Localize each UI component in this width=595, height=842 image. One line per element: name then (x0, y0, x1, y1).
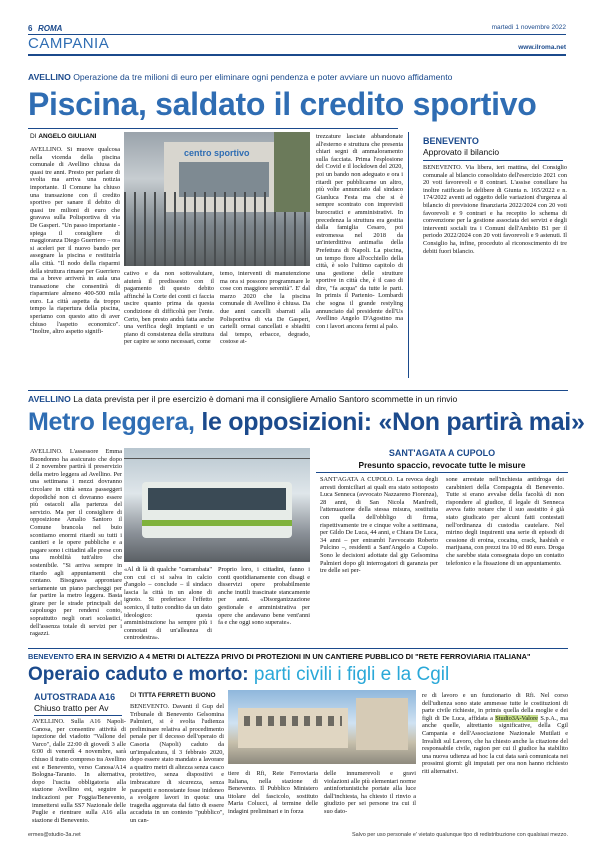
article2-col3: Proprio loro, i cittadini, fanno i conti quotidianamente con disagi e disservizi opere probabilmente anche inutili trascinate stancamente per anni. «Disorganizzazione gestionale e amministrativa per opere che andavano bene vent'anni fa e che oggi sono superate». (218, 566, 312, 627)
benevento-place: BENEVENTO (423, 136, 479, 146)
benevento-box (408, 132, 569, 378)
benevento-title: Approvato il bilancio (423, 147, 500, 157)
autostrada-rule (34, 715, 122, 716)
kicker-place: AVELLINO (28, 394, 71, 404)
autostrada-subtitle: Chiuso tratto per Av (34, 703, 109, 713)
article2-kicker (28, 394, 568, 404)
autostrada-text: AVELLINO. Sulla A16 Napoli-Canosa, per consentire attività di ispezione del viadotto "Vallone del Varco", dalle 22:00 di giovedì 3 alle 6:00 di venerdì 4 novembre, sarà chiuso il tratto compreso tra Avellino est e Benevento, verso Canosa/A14 Bologna-Taranto. In alternativa, dopo l'uscita obbligatoria alla stazione Avellino est, seguire le indicazioni per Foggia/Benevento, immettersi sulla SS7 Nazionale delle Puglie e rientrare sulla A16 alla stazione di Benevento. (32, 718, 128, 824)
santagata-place: SANT'AGATA A CUPOLO (388, 448, 496, 458)
station-building-right (356, 698, 408, 750)
overhead-wires (124, 458, 310, 459)
article1-col3: temo, interventi di manutenzione ma ora si possono programmare le cose con maggiore serenità". E' dal marzo 2020 che la piscina comunale di Avellino è chiusa. Da due anni cancelli sbarrati alla Polisportiva di via De Gasperi, cartelli ormai cancellati e sbiaditi dal tempo, erbacce, degrado, costose at- (220, 270, 312, 346)
article2-headline (28, 406, 585, 438)
newspaper-name: ROMA (38, 24, 63, 33)
santagata-col1: SANT'AGATA A CUPOLO. La revoca degli arresti domiciliari ai quali era stato sottoposto Luca Senneca (avvocato Nazzareno Fiorenza), 28 anni, di San Nicola Manfredi, l'attenuazione della stessa misura, sostituita con quella dell'obbligo di firma, rispettivamente tre e cinque volte a settimana, per Gildo De Luca, 44 anni, e Chiara De Luca, 34 anni – per entrambi l'avvocato Roberto Pulcino –, residenti a Sant'Angelo a Cupolo. Sono le decisioni adottate dal gip Gelsomina Palmieri dopo gli interrogatori di garanzia per tre delle sei per- (320, 476, 440, 575)
article3-byline: DI TITTA FERRETTI BUONO (130, 692, 216, 699)
article3-col3: delle innumerevoli e gravi violazioni alle più elementari norme antinfortunistiche portate alla luce dall'inchiesta, ha chiesto il rinvio a giudizio per sei persone tra cui il suo dato- (324, 770, 418, 815)
article1-kicker (28, 72, 568, 82)
benevento-text: BENEVENTO. Via libera, ieri mattina, del Consiglio comunale al bilancio consolidato dell'esercizio 2021 con 20 voti favorevoli e 8 contrari. L'assise consiliare ha inoltre ratificato le delibere di Giunta n. 165/2022 e n. 174/2022 aventi ad oggetto delle variazioni d'urgenza al bilancio di previsione finanziaria 2022/2024 con 20 voti favorevoli e 9 contrari e ha recepito lo schema di convenzione per la gestione associata dei servizi e degli interventi sociali tra i Comuni dell'Ambito B1 per il periodo 2022/2024 con 20 voti favorevoli e 9 astenuti. Il Consiglio ha, infine, proceduto al riconoscimento di tre debiti fuori bilancio. (423, 164, 569, 255)
section-title: CAMPANIA (28, 35, 110, 52)
article2-col1: AVELLINO. L'assessore Emma Buondonno ha assicurato che dopo il 2 novembre partirà il preservizio della metro leggera ad Avellino. Per una settimana i mezzi dovranno circolare in città senza passeggeri dopodiché non ci dovranno essere più ostacoli alla partenza del servizio. Ma per il consigliere di opposizione Amalio Santoro il Comune brancola nel buio scontiamo enormi ritardi su tutti i cantieri e le opere pubbliche e a pagare sono i cittadini alle prese con una mobilità tutt'altro che sostenibile. "Si arriva sempre in ritardo agli appuntamenti che contano. Bisognava approntare seriamente un piano parcheggi per far partire la metro leggera. Basta girare per le strade principali del capoluogo per rendersi conto, soprattutto negli orari scolastici, dell'assenza totale di servizi per i ragazzi. (30, 448, 124, 638)
header-rule-bottom (28, 54, 566, 56)
centro-sportivo-sign: centro sportivo (184, 148, 250, 158)
article3-headline (28, 663, 568, 687)
article3-col2: tiere di Rfi, Rete Ferroviaria Italiana, nella stazione di Benevento. Il Pubblico Ministero titolare del fascicolo, sostituto Maria Colucci, al termine delle indagini preliminari e in forza (228, 770, 320, 815)
byline-name: ANGELO GIULIANI (38, 133, 97, 140)
article1-rule (28, 128, 398, 129)
page-number: 6 (28, 24, 33, 33)
kicker-place: BENEVENTO (28, 652, 74, 661)
article3-kicker (28, 652, 568, 661)
bus-stripe (142, 520, 292, 526)
article3-col1: BENEVENTO. Davanti il Gup del Tribunale di Benevento Gelsomina Palmieri, si è svolta l'udienza preliminare relativa al procedimento penale per il decesso dell'operaio di Casoria (Napoli) caduto da un'impalcatura, il 3 febbraio 2020, dopo essere stato mandato a lavorare a quattro metri di altezza senza casco protettivo, senza dispositivi e imbracature di sicurezza, senza parapetti e nonostante fosse inidoneo a svolgere lavori in quota: una tragedia aggravata dal fatto di essere accaduta in un contesto "pubblico", un can- (130, 703, 226, 824)
santagata-box (316, 448, 568, 640)
headline-part2: le opposizioni: «Non partirà mai» (194, 408, 585, 436)
autostrada-box (28, 690, 126, 842)
station-windows (244, 716, 342, 726)
headline-part2: parti civili i figli e la Cgil (248, 664, 450, 685)
station-photo (228, 690, 416, 764)
kicker-text: ERA IN SERVIZIO A 4 METRI DI ALTEZZA PRIVO DI PROTEZIONI IN UN CANTIERE PUBBLICO DI "RETE FERROVIARIA ITALIANA" (75, 652, 531, 661)
kicker-place: AVELLINO (28, 72, 71, 82)
santagata-col2: sone arrestate nell'inchiesta antidroga dei carabinieri della Compagnia di Benevento. Tutte si erano avvalse della facoltà di non rispondere al giudice, il legale di Senneca aveva fatto notare che il suo assistito è già stato giudicato per alcuni fatti contestati nell'ordinanza di custodia cautelare. Nel mirino degli inquirenti una serie di episodi di cessione di eroina, cocaina, crack, hashish e marijuana, con prezzi tra 10 ed 80 euro. Droga che sarebbe stata consegnata dopo un contatto telefonico e la fissazione di un appuntamento. (446, 476, 566, 567)
footer-right: Salvo per uso personale e' vietato qualunque tipo di redistribuzione con qualsiasi mezzo. (352, 832, 568, 838)
article2-top-rule (28, 390, 568, 391)
headline-part1: Operaio caduto e morto: (28, 664, 249, 685)
article1-col1: AVELLINO. Si muove qualcosa nella vicenda della piscina comunale di Avellino chiusa da quasi tre anni. Presto per parlare di svolta ma arriva una notizia importante. Il Comune ha chiuso una transazione con il credito sportivo per sanare il debito di quasi tre milioni di euro che gravava sulla Polisportiva di via De Gasperi. "Un passo importante - spiega il consigliere di maggioranza Diego Guerriero – ora si aceleri per il nuovo bando per assegnare la piscina e restituirla alla città. "Il nodo della risparmi della struttura rimane per Guerriero ma a breve arriverà in aula una transazione che consentirà di risparmiare almeno 400-500 mila euro. La città aspetta da troppo tempo la riapertura della piscina, speriamo con questo atto di aver chiuso l'aspetto economico". "Inoltre, altro aspetto signifi- (30, 146, 122, 336)
highlighted-company: Studio3A-Valore (495, 714, 538, 722)
bus-windows (148, 488, 286, 510)
website-link[interactable]: www.ilroma.net (518, 44, 566, 51)
byline-name: TITTA FERRETTI BUONO (138, 692, 216, 699)
article1-col4: trezzature lasciate abbandonate all'esterno e struttura che presenta chiari segni di ammaloramento sulla facciata. Prima l'esplosione del Covid e il lockdown del 2020, poi un bando non adeguato e ora i ritardi per pubblicarne un altro, più volte annunciato dal sindaco Gianluca Festa ma che si è sempre scontrato con imprevisti burocratici e amministrativi. In precedenza la struttura era gestita dalla famiglia Cesaro, poi estromessa nel 2018 da un'interdittiva antimafia della Prefettura di Napoli. La piscina, un tempo fiore all'occhiello della città, è solo l'ultimo capitolo di una gestione delle strutture sportive in città che, è il caso di dire, "fa acqua" da tutte le parti. In primis il Partenio- Lombardi che sogna il grande restyling annunciato dal presidente dell'Us Avellino Angelo D'Agostino ma con i lavori ancora fermi al palo. (316, 133, 405, 330)
headline-part1: Metro leggera, (28, 408, 195, 436)
article1-headline: Piscina, saldato il credito sportivo (28, 86, 537, 122)
article1-col2: cativo e da non sottovalutare, aiuterà il predissesto con il pagamento di questo debito affinché la Corte dei conti ci faccia uscire quanto prima da questa condizione di difficoltà per l'ente. Certo, ben presto andrà fatta anche una verifica degli impianti e un piano di consistenza della struttura per capire se sono necessari, come (124, 270, 216, 346)
article3-top-rule (28, 648, 568, 649)
tree (274, 132, 310, 212)
autostrada-title: AUTOSTRADA A16 (34, 692, 116, 702)
page-header (28, 24, 566, 58)
kicker-text: La data prevista per il pre esercizio è domani ma il consigliere Amalio Santoro scommette in un rinvio (73, 394, 458, 404)
issue-date: martedì 1 novembre 2022 (491, 24, 566, 31)
station-building (238, 708, 348, 748)
kicker-text: Operazione da tre milioni di euro per eliminare ogni pendenza e poter avviare un nuovo affidamento (73, 72, 453, 82)
santagata-subtitle: Presunto spaccio, revocate tutte le misure (358, 460, 526, 470)
article2-col2: «Al di là di qualche "carrambata" con cui ci si salva in calcio d'angolo – conclude – il sindaco lascia la città in un alone di ignoto. Si preferisce l'effetto scenico, il tutto condito da un dato ideologico: questa amministrazione ha sempre più i connotati di un'alleanza di centrodestra». (124, 566, 214, 642)
article1-byline: DI ANGELO GIULIANI (30, 133, 97, 140)
benevento-rule (423, 160, 563, 161)
article3-col4: re di lavoro e un funzionario di Rfi. Nel corso dell'udienza sono state ammesse tutte le costituzioni di parte civile richieste, in primis quella della moglie e dei figli di De Luca, affidata a Studio3A-Valore S.p.A., ma anche quelle, altrettanto significative, della Cgil Campania e dell'Associazione Nazionale Mutilati e Invalidi sul Lavoro, che ha chiesto anche la citazione del responsabile civile, ragion per cui il giudice ha stabilito una nuova udienza ad hoc la cui data sarà comunicata nei prossimi giorni: gli imputati per ora non hanno richiesto riti alternativi. (422, 692, 570, 775)
santagata-rule (316, 472, 568, 473)
metro-photo (124, 448, 310, 562)
footer-left: ermes@studio-3a.net (28, 832, 81, 838)
pool-photo (124, 132, 310, 266)
